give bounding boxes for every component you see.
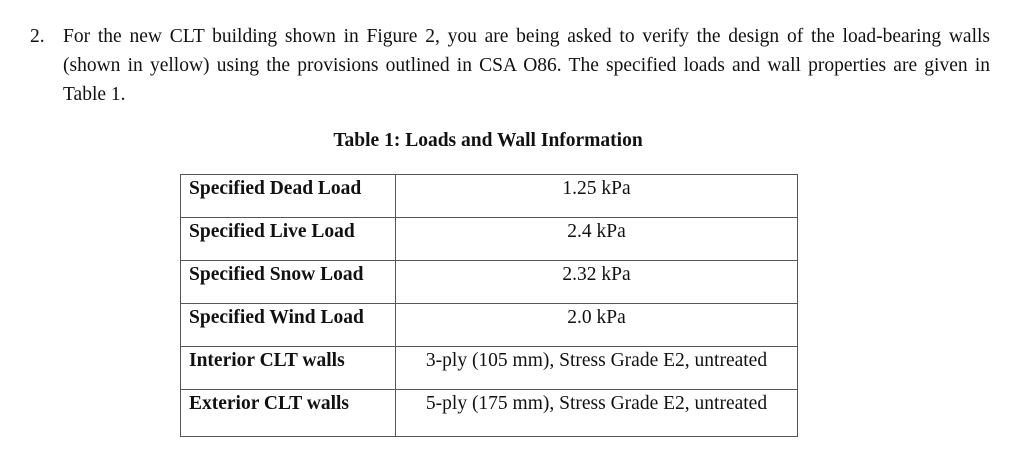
table-row <box>181 347 798 390</box>
row-value: 3-ply (105 mm), Stress Grade E2, untreated <box>396 347 798 390</box>
row-label: Interior CLT walls <box>181 347 396 390</box>
row-value: 1.25 kPa <box>396 175 798 218</box>
row-label: Specified Dead Load <box>181 175 396 218</box>
row-value: 5-ply (175 mm), Stress Grade E2, untreated <box>396 390 798 437</box>
row-value: 2.0 kPa <box>396 304 798 347</box>
table-row <box>181 175 798 218</box>
table-caption: Table 1: Loads and Wall Information <box>333 130 643 151</box>
table-row <box>181 218 798 261</box>
row-label: Specified Wind Load <box>181 304 396 347</box>
question-block <box>30 22 990 109</box>
question-text: For the new CLT building shown in Figure 2, you are being asked to verify the design of the load-bearing walls (shown in yellow) using the provisions outlined in CSA O86. The specified loads and wall properties are given in Table 1. <box>63 26 990 105</box>
table-row <box>181 390 798 437</box>
question-number: 2. <box>30 26 45 47</box>
row-value: 2.4 kPa <box>396 218 798 261</box>
row-value: 2.32 kPa <box>396 261 798 304</box>
row-label: Specified Live Load <box>181 218 396 261</box>
loads-table <box>180 174 798 437</box>
table-row <box>181 304 798 347</box>
row-label: Exterior CLT walls <box>181 390 396 437</box>
row-label: Specified Snow Load <box>181 261 396 304</box>
table-row <box>181 261 798 304</box>
